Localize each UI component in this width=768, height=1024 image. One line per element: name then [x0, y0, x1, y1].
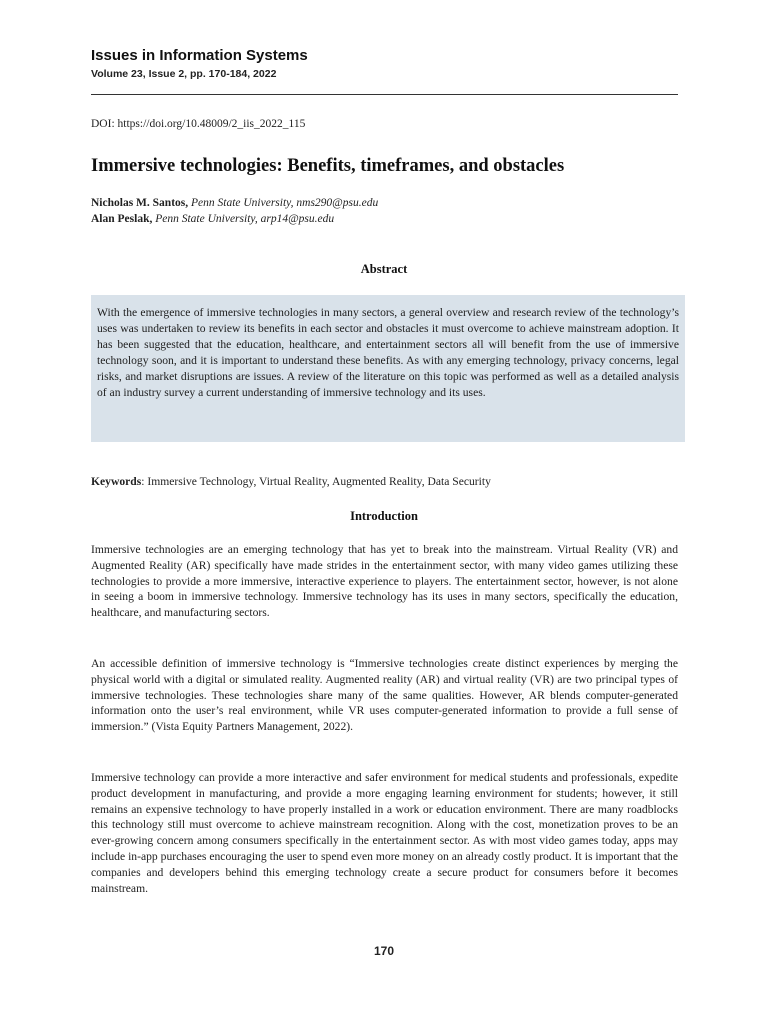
body-paragraph: An accessible definition of immersive technology is “Immersive technologies create distinct experiences by merging the physical world with a digital or simulated reality. Augmented reality (AR) and virtual reality (VR) are two principal types of immersive technologies. These technologies share many of the same qualities. However, AR blends computer-generated information onto the user’s real environment, while VR uses computer-generated information to provide a full sense of immersion.” (Vista Equity Partners Management, 2022). [91, 657, 678, 734]
author-affiliation: Penn State University, arp14@psu.edu [155, 213, 335, 225]
author-line [91, 195, 378, 211]
header-divider [91, 94, 678, 95]
abstract-heading: Abstract [360, 262, 408, 276]
keywords-line [91, 475, 491, 488]
page-number: 170 [373, 944, 395, 958]
keywords-text: : Immersive Technology, Virtual Reality, Augmented Reality, Data Security [141, 475, 491, 488]
body-paragraph: Immersive technology can provide a more interactive and safer environment for medical students and professionals, expedite product development in manufacturing, and provide a more engaging learning environment for students; however, it still remains an expensive technology to have properly installed in a work or education environment. There are many roadblocks this technology still must overcome to achieve mainstream recognition. Along with the cost, monetization proves to be an ever-growing concern among consumers specifically in the entertainment sector. As with most video games today, apps may include in-app purchases encouraging the user to spend even more money on an already costly product. It is important that the companies and developers behind this emerging technology create a secure product for consumers before it becomes mainstream. [91, 771, 678, 895]
keywords-label: Keywords [91, 475, 142, 488]
author-name: Alan Peslak, [91, 213, 153, 225]
author-line [91, 211, 378, 227]
paper-title: Immersive technologies: Benefits, timeframes, and obstacles [91, 156, 565, 176]
author-affiliation: Penn State University, nms290@psu.edu [191, 197, 379, 209]
journal-volume-line: Volume 23, Issue 2, pp. 170-184, 2022 [91, 68, 277, 80]
body-paragraph: Immersive technologies are an emerging technology that has yet to break into the mainstream. Virtual Reality (VR) and Augmented Reality (AR) specifically have made strides in the entertainment sector, with many video games utilizing these technologies to provide a more immersive, interactive experience to players. The entertainment sector, however, is not alone in seeing a boom in immersive technology. Immersive technology has its uses in many sectors, specifically the education, healthcare, and manufacturing sectors. [91, 543, 678, 620]
doi-line: DOI: https://doi.org/10.48009/2_iis_2022_115 [91, 118, 306, 130]
abstract-box [91, 295, 685, 442]
introduction-heading: Introduction [350, 509, 418, 523]
abstract-text: With the emergence of immersive technologies in many sectors, a general overview and research review of the technology’s uses was undertaken to review its benefits in each sector and obstacles it must overcome to achieve mainstream adoption. It has been suggested that the education, healthcare, and entertainment sectors all will benefit from the use of immersive technology soon, and it is important to understand these benefits. As with any emerging technology, privacy concerns, legal risks, and market disruptions are issues. A review of the literature on this topic was performed as well as a detailed analysis of an industry survey a current understanding of immersive technology and its uses. [97, 306, 679, 399]
author-name: Nicholas M. Santos, [91, 197, 189, 209]
author-list [91, 195, 378, 227]
journal-title: Issues in Information Systems [91, 47, 308, 64]
